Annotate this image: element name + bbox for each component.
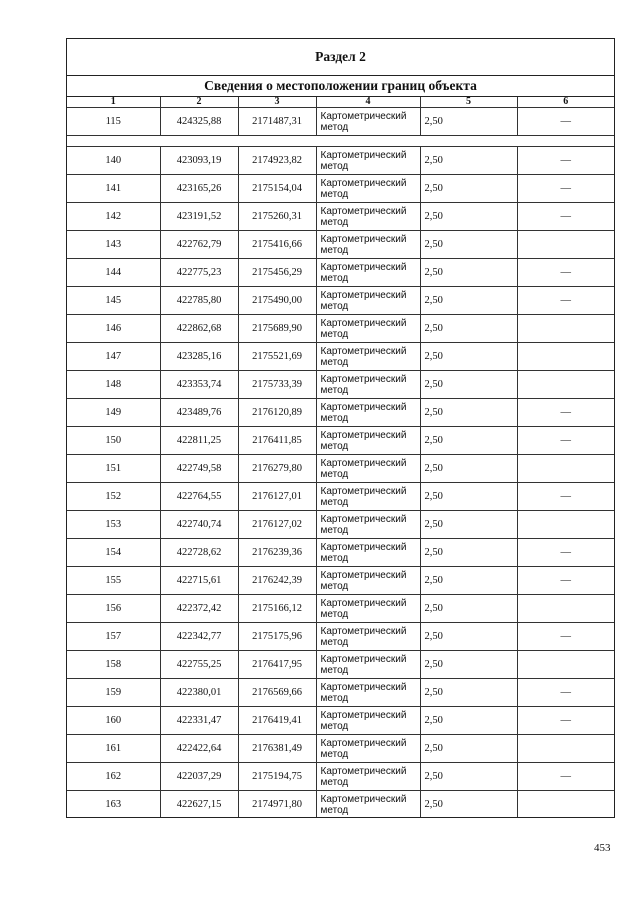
table-row (67, 595, 614, 623)
accuracy: 2,50 (420, 707, 517, 735)
table-row (67, 791, 614, 819)
table-row (67, 455, 614, 483)
coord-x: 422811,25 (160, 427, 238, 455)
method: Картометрический метод (316, 399, 420, 427)
coord-x: 424325,88 (160, 108, 238, 136)
note: — (517, 108, 614, 136)
note: — (517, 567, 614, 595)
table-row (67, 203, 614, 231)
point-number: 159 (67, 679, 160, 707)
method: Картометрический метод (316, 679, 420, 707)
point-number: 163 (67, 791, 160, 819)
point-number: 143 (67, 231, 160, 259)
table-row (67, 511, 614, 539)
point-number: 148 (67, 371, 160, 399)
point-number: 152 (67, 483, 160, 511)
table-row (67, 483, 614, 511)
note (517, 595, 614, 623)
accuracy: 2,50 (420, 595, 517, 623)
coord-y: 2175175,96 (238, 623, 316, 651)
point-number: 160 (67, 707, 160, 735)
point-number: 162 (67, 763, 160, 791)
coord-x: 423165,26 (160, 175, 238, 203)
accuracy: 2,50 (420, 763, 517, 791)
point-number: 115 (67, 108, 160, 136)
method: Картометрический метод (316, 539, 420, 567)
accuracy: 2,50 (420, 427, 517, 455)
column-header: 1 (67, 97, 160, 108)
coord-x: 422331,47 (160, 707, 238, 735)
method: Картометрический метод (316, 735, 420, 763)
note (517, 231, 614, 259)
note: — (517, 763, 614, 791)
point-number: 149 (67, 399, 160, 427)
point-number: 141 (67, 175, 160, 203)
coord-y: 2176417,95 (238, 651, 316, 679)
point-number: 151 (67, 455, 160, 483)
method: Картометрический метод (316, 595, 420, 623)
point-number: 142 (67, 203, 160, 231)
method: Картометрический метод (316, 175, 420, 203)
table-row (67, 175, 614, 203)
accuracy: 2,50 (420, 679, 517, 707)
coord-y: 2175416,66 (238, 231, 316, 259)
note: — (517, 427, 614, 455)
table-header-row (67, 97, 614, 108)
point-number: 161 (67, 735, 160, 763)
coord-x: 422422,64 (160, 735, 238, 763)
method: Картометрический метод (316, 511, 420, 539)
method: Картометрический метод (316, 707, 420, 735)
column-header: 5 (420, 97, 517, 108)
column-header: 3 (238, 97, 316, 108)
coord-x: 422380,01 (160, 679, 238, 707)
coord-y: 2175689,90 (238, 315, 316, 343)
accuracy: 2,50 (420, 108, 517, 136)
accuracy: 2,50 (420, 231, 517, 259)
note (517, 343, 614, 371)
coord-y: 2174971,80 (238, 791, 316, 819)
note: — (517, 539, 614, 567)
coord-y: 2176242,39 (238, 567, 316, 595)
point-number: 150 (67, 427, 160, 455)
note (517, 791, 614, 819)
point-number: 140 (67, 147, 160, 175)
coord-x: 422762,79 (160, 231, 238, 259)
note: — (517, 707, 614, 735)
table-row (67, 343, 614, 371)
note: — (517, 287, 614, 315)
accuracy: 2,50 (420, 147, 517, 175)
column-header: 2 (160, 97, 238, 108)
page-number: 453 (594, 842, 611, 854)
coord-x: 423353,74 (160, 371, 238, 399)
coord-y: 2175194,75 (238, 763, 316, 791)
coord-y: 2175733,39 (238, 371, 316, 399)
document-frame (66, 38, 615, 818)
column-header: 4 (316, 97, 420, 108)
coord-x: 423285,16 (160, 343, 238, 371)
accuracy: 2,50 (420, 343, 517, 371)
note (517, 651, 614, 679)
method: Картометрический метод (316, 287, 420, 315)
table-row (67, 371, 614, 399)
table-row (67, 399, 614, 427)
column-header: 6 (517, 97, 614, 108)
note: — (517, 203, 614, 231)
coord-x: 422862,68 (160, 315, 238, 343)
method: Картометрический метод (316, 147, 420, 175)
method: Картометрический метод (316, 203, 420, 231)
coord-y: 2176569,66 (238, 679, 316, 707)
method: Картометрический метод (316, 427, 420, 455)
method: Картометрический метод (316, 231, 420, 259)
coord-x: 422764,55 (160, 483, 238, 511)
method: Картометрический метод (316, 315, 420, 343)
coord-y: 2176381,49 (238, 735, 316, 763)
accuracy: 2,50 (420, 259, 517, 287)
coord-x: 422372,42 (160, 595, 238, 623)
method: Картометрический метод (316, 567, 420, 595)
table-row (67, 567, 614, 595)
coord-y: 2176411,85 (238, 427, 316, 455)
table-row (67, 427, 614, 455)
method: Картометрический метод (316, 651, 420, 679)
table-row (67, 735, 614, 763)
table-row (67, 259, 614, 287)
coord-y: 2176419,41 (238, 707, 316, 735)
table-row (67, 763, 614, 791)
point-number: 156 (67, 595, 160, 623)
coord-x: 422749,58 (160, 455, 238, 483)
note (517, 735, 614, 763)
method: Картометрический метод (316, 371, 420, 399)
method: Картометрический метод (316, 259, 420, 287)
accuracy: 2,50 (420, 511, 517, 539)
coord-x: 422627,15 (160, 791, 238, 819)
accuracy: 2,50 (420, 455, 517, 483)
coord-x: 422037,29 (160, 763, 238, 791)
note (517, 315, 614, 343)
accuracy: 2,50 (420, 567, 517, 595)
note (517, 371, 614, 399)
coord-y: 2176279,80 (238, 455, 316, 483)
table-row (67, 651, 614, 679)
note: — (517, 259, 614, 287)
accuracy: 2,50 (420, 623, 517, 651)
point-number: 154 (67, 539, 160, 567)
table-row (67, 707, 614, 735)
accuracy: 2,50 (420, 287, 517, 315)
coord-x: 422715,61 (160, 567, 238, 595)
table-row (67, 679, 614, 707)
point-number: 158 (67, 651, 160, 679)
method: Картометрический метод (316, 343, 420, 371)
coord-y: 2175490,00 (238, 287, 316, 315)
accuracy: 2,50 (420, 791, 517, 819)
coord-y: 2176127,01 (238, 483, 316, 511)
note (517, 455, 614, 483)
note: — (517, 679, 614, 707)
point-number: 155 (67, 567, 160, 595)
point-number: 146 (67, 315, 160, 343)
coord-x: 422728,62 (160, 539, 238, 567)
coord-x: 422775,23 (160, 259, 238, 287)
coord-x: 422755,25 (160, 651, 238, 679)
accuracy: 2,50 (420, 399, 517, 427)
note: — (517, 175, 614, 203)
accuracy: 2,50 (420, 539, 517, 567)
method: Картометрический метод (316, 455, 420, 483)
table-row (67, 623, 614, 651)
coord-y: 2176239,36 (238, 539, 316, 567)
table-row (67, 539, 614, 567)
accuracy: 2,50 (420, 203, 517, 231)
coord-y: 2175260,31 (238, 203, 316, 231)
table-row (67, 287, 614, 315)
table-row (67, 231, 614, 259)
coord-x: 423489,76 (160, 399, 238, 427)
point-number: 157 (67, 623, 160, 651)
point-number: 145 (67, 287, 160, 315)
accuracy: 2,50 (420, 483, 517, 511)
coord-y: 2175154,04 (238, 175, 316, 203)
method: Картометрический метод (316, 763, 420, 791)
coord-x: 423191,52 (160, 203, 238, 231)
note: — (517, 147, 614, 175)
accuracy: 2,50 (420, 175, 517, 203)
note (517, 511, 614, 539)
accuracy: 2,50 (420, 315, 517, 343)
note: — (517, 483, 614, 511)
method: Картометрический метод (316, 791, 420, 819)
coord-y: 2175166,12 (238, 595, 316, 623)
table-row (67, 147, 614, 175)
coord-y: 2171487,31 (238, 108, 316, 136)
coord-x: 422740,74 (160, 511, 238, 539)
note: — (517, 623, 614, 651)
coordinates-table (67, 97, 614, 818)
point-number: 153 (67, 511, 160, 539)
coord-x: 423093,19 (160, 147, 238, 175)
coord-y: 2176127,02 (238, 511, 316, 539)
coord-y: 2175456,29 (238, 259, 316, 287)
note: — (517, 399, 614, 427)
table-gap-row (67, 136, 614, 147)
coord-y: 2174923,82 (238, 147, 316, 175)
accuracy: 2,50 (420, 371, 517, 399)
method: Картометрический метод (316, 483, 420, 511)
coord-y: 2175521,69 (238, 343, 316, 371)
accuracy: 2,50 (420, 651, 517, 679)
table-row (67, 108, 614, 136)
table-row (67, 315, 614, 343)
point-number: 147 (67, 343, 160, 371)
section-subtitle: Сведения о местоположении границ объекта (67, 76, 614, 97)
coord-x: 422342,77 (160, 623, 238, 651)
point-number: 144 (67, 259, 160, 287)
method: Картометрический метод (316, 623, 420, 651)
method: Картометрический метод (316, 108, 420, 136)
section-title: Раздел 2 (67, 39, 614, 76)
coord-x: 422785,80 (160, 287, 238, 315)
coord-y: 2176120,89 (238, 399, 316, 427)
accuracy: 2,50 (420, 735, 517, 763)
